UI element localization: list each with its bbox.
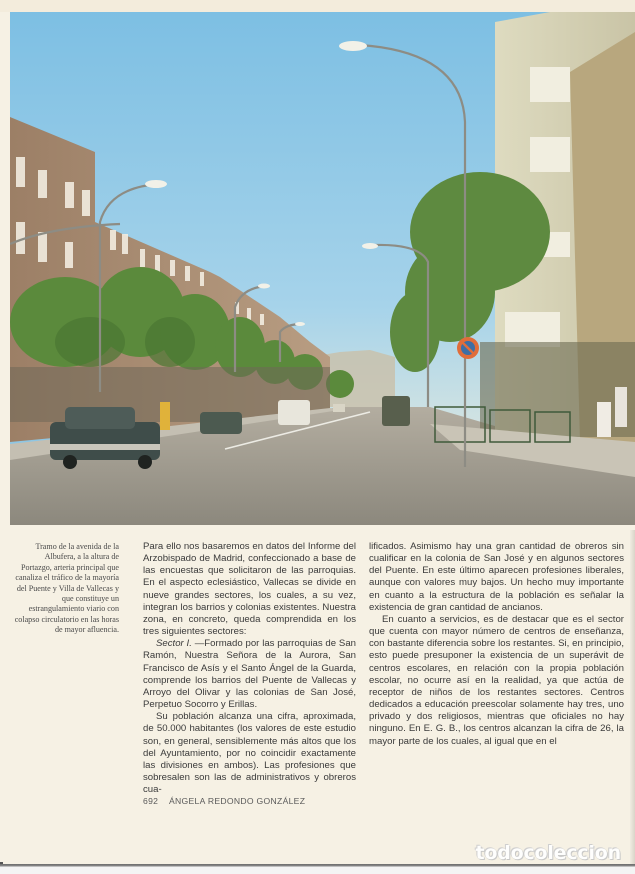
watermark: todocoleccion	[475, 842, 621, 864]
street-photo	[10, 12, 635, 525]
page-footer	[143, 796, 305, 806]
article-column-1	[143, 541, 356, 796]
paragraph: En cuanto a servicios, es de destacar que es el sector que cuenta con mayor número de centros de enseñanza, con bastante diferencia sobre los restantes. Si, en principio, esto puede presuponer la existencia de un superávit de centros escolares, en relación con la propia población escolar, no ocurre así en la realidad, ya que actúa de receptor de niños de los restantes sectores. Centros dedicados a educación preescolar solamente hay tres, uno privado y dos religiosos, mientras que oficiales no hay ninguno. En E. G. B., los centros alcanzan la cifra de 26, la mayor parte de los cuales, al igual que en el	[369, 613, 624, 747]
paragraph: lificados. Asimismo hay una gran cantidad de obreros sin cualificar en la colonia de San José y en algunos sectores del Puente. En este último aparecen profesiones liberales, aunque con valores muy bajos. Un hecho muy importante en cuanto a la estructura de la población es señalar la existencia de gran cantidad de ancianos.	[369, 541, 624, 613]
sector-label: Sector I.	[156, 638, 192, 650]
paragraph: Para ello nos basaremos en datos del Informe del Arzobispado de Madrid, confeccionado a base de las encuestas que solicitaron de las parroquias. En el aspecto eclesiástico, Vallecas se divide en nueve grandes sectores, los cuales, a su vez, integran los barrios y colonias existentes. Nuestra zona, en concreto, queda comprendida en los tres siguientes sectores:	[143, 541, 356, 638]
page-top-margin	[0, 0, 635, 12]
scan-bottom-edge	[0, 864, 635, 874]
article-column-2	[369, 541, 624, 748]
photo-caption: Tramo de la avenida de la Albufera, a la altura de Portazgo, arteria principal que canaliza el tráfico de la mayoría del Puente y Villa de Vallecas y que constituye un estrangulamiento viario con colapso circulatorio en las horas de mayor afluencia.	[14, 542, 119, 635]
author-name: ÁNGELA REDONDO GONZÁLEZ	[168, 796, 306, 806]
paragraph: Su población alcanza una cifra, aproximada, de 50.000 habitantes (los valores de este estudio son, en general, sensiblemente más altos que los del Ayuntamiento, por no coincidir exactamente las divisiones en ambos). Las profesiones que sobresalen son las de administrativos y obreros cua-	[143, 711, 356, 796]
page-number: 692	[143, 796, 159, 806]
sector-text: —Formado por las parroquias de San Ramón, Nuestra Señora de la Aurora, San Francisco de Asís y el Santo Ángel de la Guarda, comprende los barrios del Puente de Vallecas y Arroyo del Olivar y las colonias de San José, Perpetuo Socorro y Erillas.	[143, 638, 356, 711]
paragraph-sector-1	[143, 638, 356, 711]
page-edge-shadow	[630, 530, 635, 864]
